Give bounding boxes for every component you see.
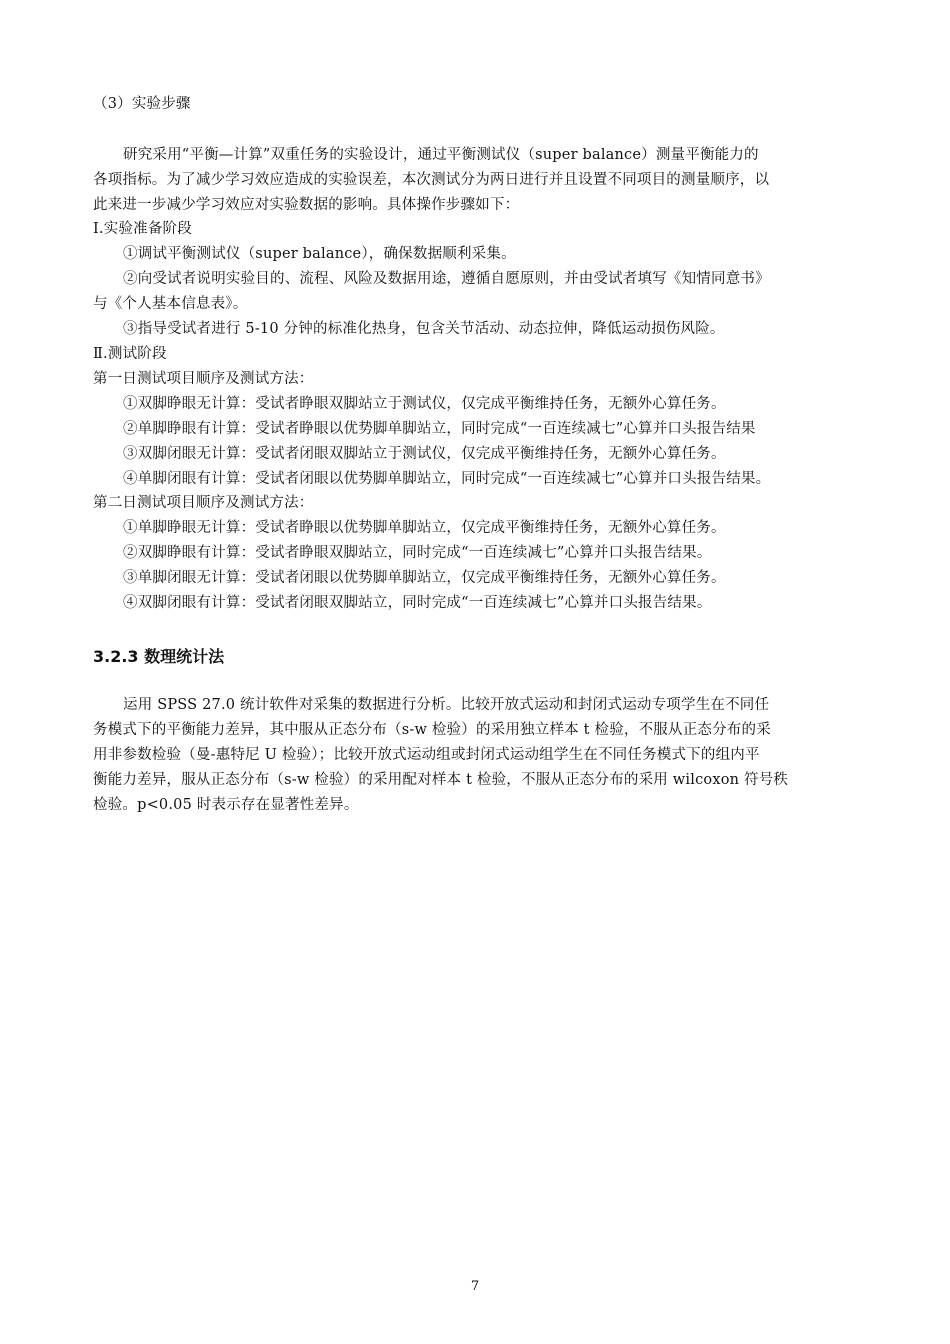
intro-line-2: 各项指标。为了减少学习效应造成的实验误差，本次测试分为两日进行并且设置不同项目的测量顺序，以 <box>93 172 770 188</box>
day1-item-2: ②单脚睁眼有计算：受试者睁眼以优势脚单脚站立，同时完成“一百连续减七”心算并口头报告结果 <box>123 421 756 437</box>
stats-heading: 3.2.3 数理统计法 <box>93 647 225 666</box>
day2-item-1: ①单脚睁眼无计算：受试者睁眼以优势脚单脚站立，仅完成平衡维持任务，无额外心算任务。 <box>123 520 726 536</box>
day2-title: 第二日测试项目顺序及测试方法： <box>93 495 314 511</box>
stats-line-5: 检验。p<0.05 时表示存在显著性差异。 <box>93 797 359 813</box>
day1-title: 第一日测试项目顺序及测试方法： <box>93 371 314 387</box>
prep-stage-title: Ⅰ.实验准备阶段 <box>93 221 192 237</box>
page-number: 7 <box>470 1279 480 1294</box>
stats-line-1: 运用 SPSS 27.0 统计软件对采集的数据进行分析。比较开放式运动和封闭式运动专项学生在不同任 <box>123 697 770 713</box>
day2-item-2: ②双脚睁眼有计算：受试者睁眼双脚站立，同时完成“一百连续减七”心算并口头报告结果。 <box>123 545 712 561</box>
step-title: （3）实验步骤 <box>93 96 191 112</box>
day2-item-4: ④双脚闭眼有计算：受试者闭眼双脚站立，同时完成“一百连续减七”心算并口头报告结果。 <box>123 595 712 611</box>
prep-item-2-cont: 与《个人基本信息表》。 <box>93 296 248 312</box>
stats-line-4: 衡能力差异，服从正态分布（s-w 检验）的采用配对样本 t 检验，不服从正态分布的采用 wilcoxon 符号秩 <box>93 772 789 788</box>
prep-item-2: ②向受试者说明实验目的、流程、风险及数据用途，遵循自愿原则，并由受试者填写《知情同意书》 <box>123 271 770 287</box>
day1-item-4: ④单脚闭眼有计算：受试者闭眼以优势脚单脚站立，同时完成“一百连续减七”心算并口头报告结果。 <box>123 471 771 487</box>
stats-line-2: 务模式下的平衡能力差异，其中服从正态分布（s-w 检验）的采用独立样本 t 检验，不服从正态分布的采 <box>93 722 771 738</box>
day1-item-3: ③双脚闭眼无计算：受试者闭眼双脚站立于测试仪，仅完成平衡维持任务，无额外心算任务。 <box>123 446 726 462</box>
prep-item-1: ①调试平衡测试仪（super balance），确保数据顺利采集。 <box>123 246 516 262</box>
test-stage-title: Ⅱ.测试阶段 <box>93 346 167 362</box>
prep-item-3: ③指导受试者进行 5-10 分钟的标准化热身，包含关节活动、动态拉伸，降低运动损伤风险。 <box>123 321 725 337</box>
stats-line-3: 用非参数检验（曼-惠特尼 U 检验）；比较开放式运动组或封闭式运动组学生在不同任务模式下的组内平 <box>93 747 760 763</box>
day2-item-3: ③单脚闭眼无计算：受试者闭眼以优势脚单脚站立，仅完成平衡维持任务，无额外心算任务。 <box>123 570 726 586</box>
intro-line-3: 此来进一步减少学习效应对实验数据的影响。具体操作步骤如下： <box>93 197 520 213</box>
day1-item-1: ①双脚睁眼无计算：受试者睁眼双脚站立于测试仪，仅完成平衡维持任务，无额外心算任务。 <box>123 396 726 412</box>
intro-line-1: 研究采用“平衡—计算”双重任务的实验设计，通过平衡测试仪（super balance）测量平衡能力的 <box>123 147 759 163</box>
